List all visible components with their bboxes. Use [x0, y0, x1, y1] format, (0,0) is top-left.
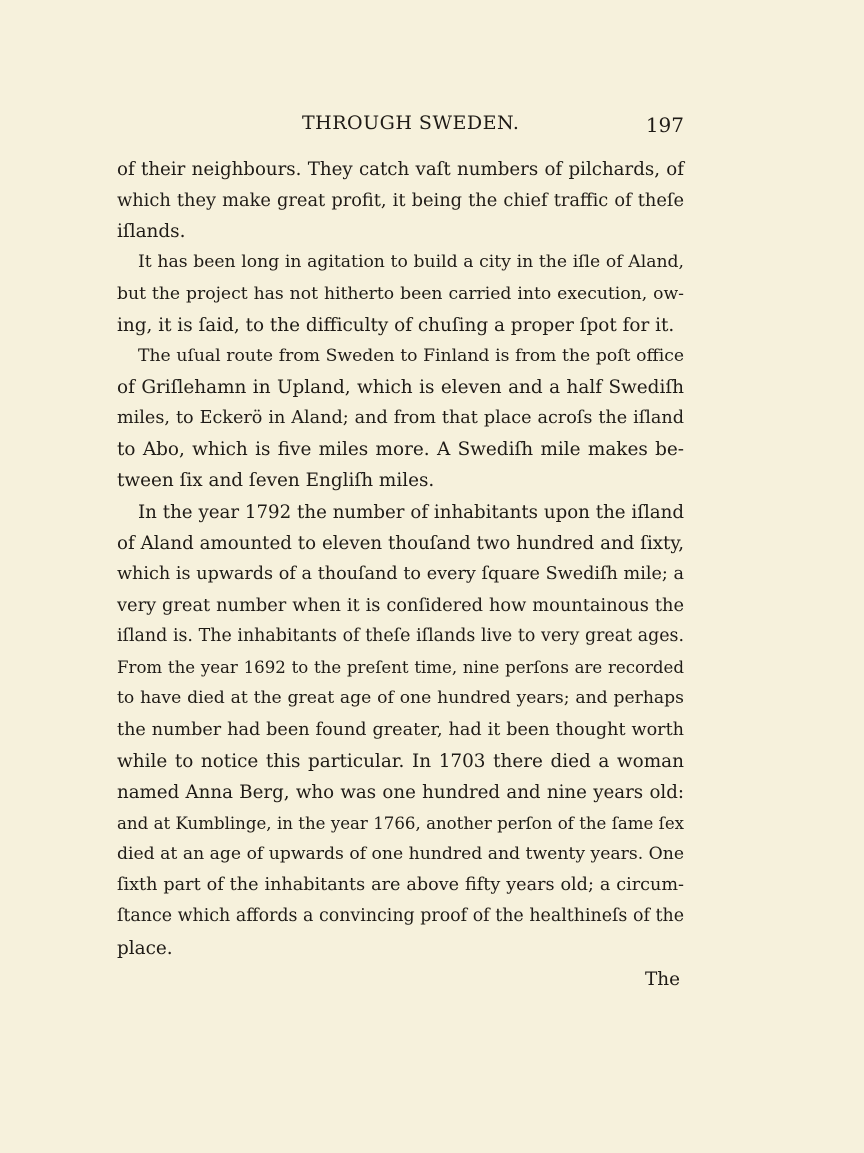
text-line: the number had been found greater, had it been thought worth: [117, 719, 684, 740]
text-line: to have died at the great age of one hundred years; and perhaps: [117, 688, 684, 709]
text-line: ing, it is ſaid, to the difficulty of chuſing a proper ſpot for it.: [117, 314, 675, 336]
text-line: and at Kumblinge, in the year 1766, another perſon of the ſame ſex: [117, 813, 684, 833]
page-number: 197: [645, 113, 684, 137]
text-line: of their neighbours. They catch vaſt numbers of pilchards, of: [117, 159, 684, 180]
text-line: iſland is. The inhabitants of theſe iſlands live to very great ages.: [117, 626, 684, 647]
text-line: but the project has not hitherto been carried into execution, ow-: [117, 283, 684, 304]
text-line: In the year 1792 the number of inhabitants upon the iſland: [138, 501, 684, 523]
catchword: The: [645, 968, 680, 990]
text-line: to Abo, which is five miles more. A Swediſh mile makes be-: [117, 439, 684, 461]
text-line: place.: [117, 937, 173, 959]
text-line: miles, to Eckerö in Aland; and from that place acroſs the iſland: [117, 408, 684, 429]
text-line: which they make great profit, it being the chief traffic of theſe: [117, 190, 684, 212]
text-line: while to notice this particular. In 1703 there died a woman: [117, 750, 684, 772]
text-line: of Griſlehamn in Upland, which is eleven and a half Swediſh: [117, 376, 684, 398]
text-line: died at an age of upwards of one hundred and twenty years. One: [117, 844, 684, 865]
text-line: tween ſix and ſeven Engliſh miles.: [117, 470, 435, 492]
body-text: [117, 154, 684, 995]
page-header: [117, 112, 684, 142]
text-line: The uſual route from Sweden to Finland is from the poſt office: [138, 345, 684, 366]
text-line: named Anna Berg, who was one hundred and nine years old:: [117, 781, 684, 803]
text-line: which is upwards of a thouſand to every ſquare Swediſh mile; a: [117, 563, 684, 584]
text-line: From the year 1692 to the preſent time, nine perſons are recorded: [117, 658, 684, 678]
text-line: of Aland amounted to eleven thouſand two hundred and ſixty,: [117, 532, 684, 554]
text-line: iſlands.: [117, 221, 186, 243]
text-line: very great number when it is conſidered how mountainous the: [117, 594, 684, 616]
running-title: THROUGH SWEDEN.: [302, 112, 520, 134]
text-line: ſixth part of the inhabitants are above fifty years old; a circum-: [117, 875, 684, 896]
text-line: It has been long in agitation to build a city in the iſle of Aland,: [138, 252, 684, 273]
text-line: ſtance which affords a convincing proof of the healthineſs of the: [117, 906, 684, 927]
